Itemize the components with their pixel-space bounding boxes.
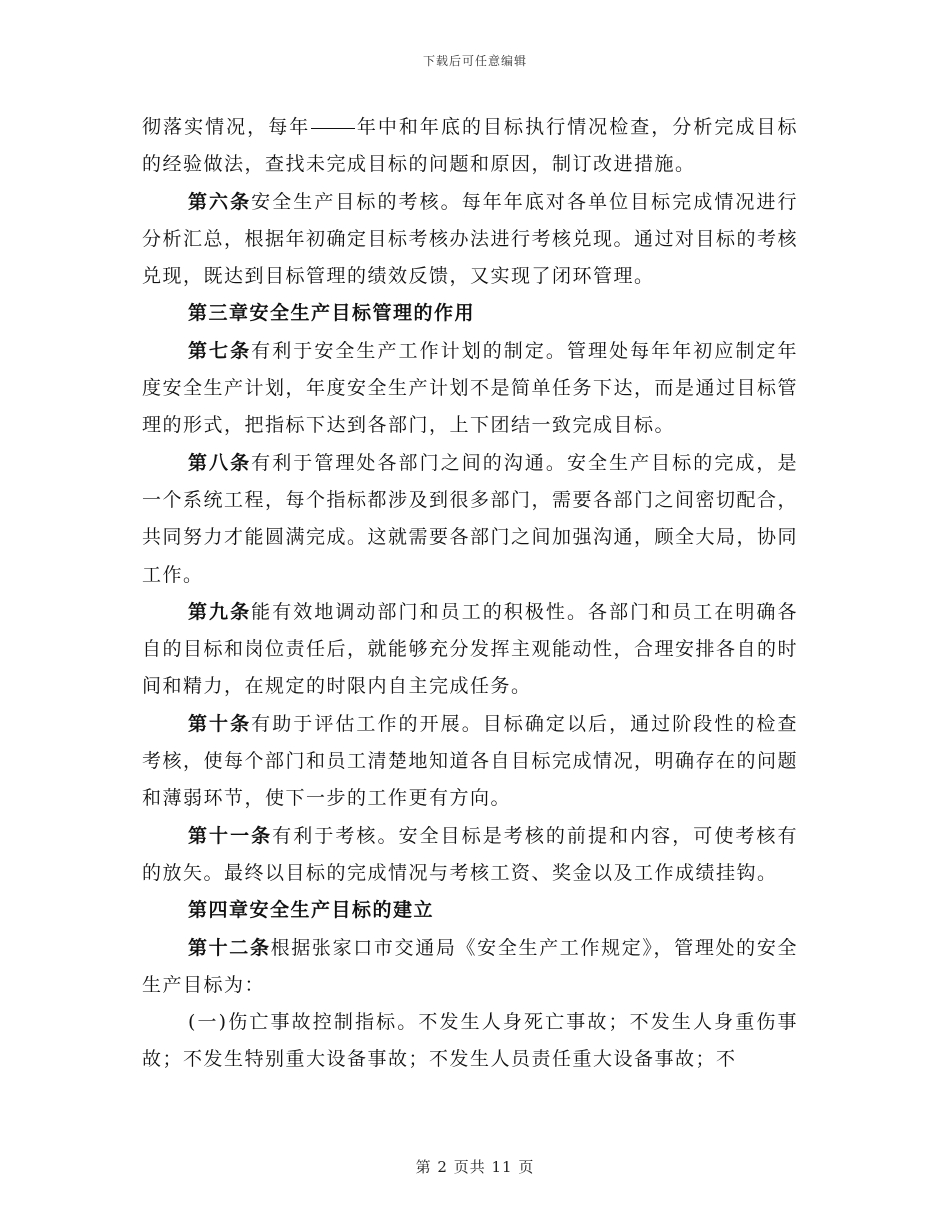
paragraph-text-before-blank: 彻落实情况，每年 [142, 116, 311, 138]
fill-in-blank [311, 127, 355, 129]
article-text: 根据张家口市交通局《安全生产工作规定》，管理处的安全生产目标为： [142, 936, 798, 996]
article-number: 第十条 [188, 712, 252, 735]
paragraph-text-after-blank: 年中和年底的目标执行情况检查，分析完成目标的经验做法，查找未完成目标的问题和原因，制订改进措施。 [142, 116, 798, 176]
article-number: 第十二条 [188, 936, 271, 959]
document-body [142, 109, 798, 1079]
article-text: 有利于考核。安全目标是考核的前提和内容，可使考核有的放矢。最终以目标的完成情况与考核工资、奖金以及工作成绩挂钩。 [142, 824, 798, 884]
article-9 [142, 594, 798, 706]
article-number: 第六条 [188, 190, 252, 213]
list-item-1 [142, 1004, 798, 1079]
article-11 [142, 818, 798, 893]
article-6 [142, 184, 798, 296]
article-8 [142, 445, 798, 594]
article-text: 能有效地调动部门和员工的积极性。各部门和员工在明确各自的目标和岗位责任后，就能够充分发挥主观能动性，合理安排各自的时间和精力，在规定的时限内自主完成任务。 [142, 600, 799, 698]
article-number: 第八条 [188, 451, 252, 474]
article-number: 第七条 [188, 339, 252, 362]
article-12 [142, 930, 798, 1005]
page-number-footer: 第 2 页共 11 页 [415, 1158, 535, 1176]
article-text: 有助于评估工作的开展。目标确定以后，通过阶段性的检查考核，使每个部门和员工清楚地知道各自目标完成情况，明确存在的问题和薄弱环节，使下一步的工作更有方向。 [142, 712, 799, 810]
article-number: 第十一条 [188, 824, 273, 847]
article-text: 安全生产目标的考核。每年年底对各单位目标完成情况进行分析汇总，根据年初确定目标考核办法进行考核兑现。通过对目标的考核兑现，既达到目标管理的绩效反馈，又实现了闭环管理。 [142, 190, 799, 288]
article-text: 有利于安全生产工作计划的制定。管理处每年年初应制定年度安全生产计划，年度安全生产计划不是简单任务下达，而是通过目标管理的形式，把指标下达到各部门，上下团结一致完成目标。 [142, 339, 799, 437]
page-header: 下载后可任意编辑 [422, 54, 527, 68]
article-number: 第九条 [188, 600, 252, 623]
article-7 [142, 333, 798, 445]
chapter-heading-3: 第三章安全生产目标管理的作用 [188, 302, 476, 325]
article-10 [142, 706, 798, 818]
chapter-heading-4: 第四章安全生产目标的建立 [188, 899, 435, 922]
list-item-text: (一)伤亡事故控制指标。不发生人身死亡事故；不发生人身重伤事故；不发生特别重大设备事故；不发生人员责任重大设备事故；不 [142, 1011, 798, 1071]
article-text: 有利于管理处各部门之间的沟通。安全生产目标的完成，是一个系统工程，每个指标都涉及到很多部门，需要各部门之间密切配合，共同努力才能圆满完成。这就需要各部门之间加强沟通，顾全大局，协同工作。 [142, 451, 799, 586]
paragraph-continuation [142, 109, 798, 184]
